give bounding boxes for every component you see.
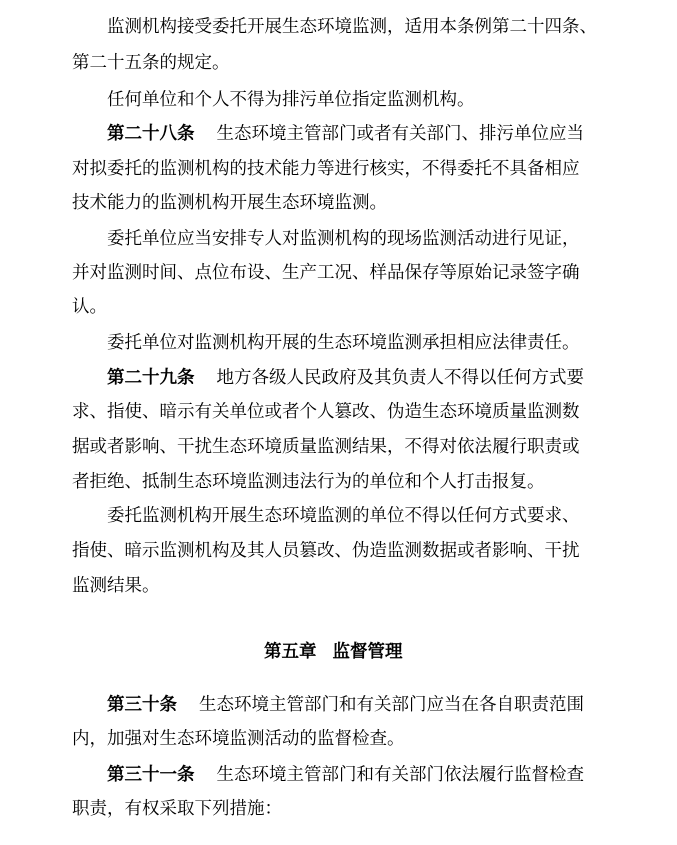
paragraph-line: 并对监测时间、点位布设、生产工况、样品保存等原始记录签字确	[72, 263, 580, 283]
article-label: 第二十八条	[107, 124, 195, 144]
paragraph-line: 技术能力的监测机构开展生态环境监测。	[72, 193, 387, 213]
paragraph-line: 指使、暗示监测机构及其人员篡改、伪造监测数据或者影响、干扰	[72, 541, 580, 561]
article-31-first-line	[107, 763, 584, 787]
article-30-first-line	[107, 693, 584, 717]
paragraph-line: 委托单位应当安排专人对监测机构的现场监测活动进行见证，	[107, 229, 580, 249]
paragraph-line: 认。	[72, 297, 107, 317]
paragraph-line: 据或者影响、干扰生态环境质量监测结果，不得对依法履行职责或	[72, 437, 580, 457]
chapter-title: 监督管理	[332, 642, 403, 662]
paragraph-line: 委托监测机构开展生态环境监测的单位不得以任何方式要求、	[107, 506, 580, 526]
article-29-first-line	[107, 366, 584, 390]
article-28-first-line	[107, 122, 584, 146]
article-text: 地方各级人民政府及其负责人不得以任何方式要	[216, 368, 584, 388]
article-label: 第三十条	[107, 695, 177, 715]
paragraph-line: 委托单位对监测机构开展的生态环境监测承担相应法律责任。	[107, 333, 580, 353]
article-label: 第三十一条	[107, 765, 195, 785]
paragraph-line: 内，加强对生态环境监测活动的监督检查。	[72, 729, 405, 749]
paragraph-line: 监测结果。	[72, 576, 160, 596]
paragraph-line: 第二十五条的规定。	[72, 53, 230, 73]
chapter-number: 第五章	[264, 642, 317, 662]
paragraph-line: 职责，有权采取下列措施：	[72, 799, 282, 819]
chapter-heading	[264, 640, 403, 664]
paragraph-line: 监测机构接受委托开展生态环境监测，适用本条例第二十四条、	[107, 17, 597, 37]
paragraph-line: 任何单位和个人不得为排污单位指定监测机构。	[107, 90, 475, 110]
article-label: 第二十九条	[107, 368, 195, 388]
paragraph-line: 者拒绝、抵制生态环境监测违法行为的单位和个人打击报复。	[72, 472, 545, 492]
article-text: 生态环境主管部门或者有关部门、排污单位应当	[216, 124, 584, 144]
article-text: 生态环境主管部门和有关部门依法履行监督检查	[216, 765, 584, 785]
paragraph-line: 对拟委托的监测机构的技术能力等进行核实，不得委托不具备相应	[72, 159, 580, 179]
article-text: 生态环境主管部门和有关部门应当在各自职责范围	[199, 695, 584, 715]
paragraph-line: 求、指使、暗示有关单位或者个人篡改、伪造生态环境质量监测数	[72, 402, 580, 422]
